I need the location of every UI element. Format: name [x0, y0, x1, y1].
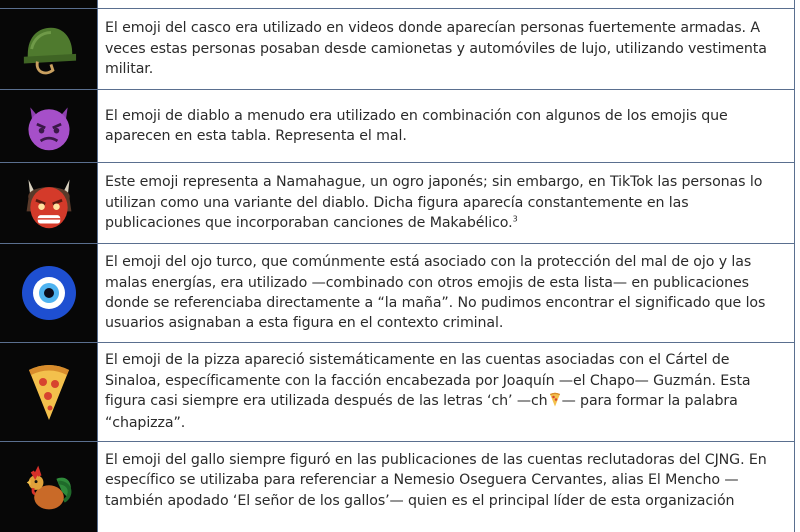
table-row	[0, 442, 795, 532]
row-text: El emoji de diablo a menudo era utilizado en combinación con algunos de los emojis que aparecen en esta tabla. Representa el mal.	[105, 107, 728, 144]
row-text-wrapper	[105, 350, 786, 434]
emoji-cell	[0, 244, 97, 342]
row-text: Este emoji representa a Namahague, un ogro japonés; sin embargo, en TikTok las personas lo utilizan como una variante del diablo. Dicha figura aparecía constantemente en las publicaciones que incorporaban canciones de Makabélico.	[105, 174, 763, 232]
description-cell	[97, 244, 795, 342]
description-cell	[97, 442, 795, 532]
row-text: El emoji de la pizza apareció sistemáticamente en las cuentas asociadas con el Cártel de Sinaloa, específicamente con la facción encabezada por Joaquín —el Chapo— Guzmán. Esta figura casi siempre era utilizada después de las letras ‘ch’ —ch	[105, 352, 751, 409]
emoji-cell	[0, 90, 97, 162]
description-cell	[97, 0, 795, 8]
table-row	[0, 244, 795, 343]
angry-devil-face-icon	[21, 98, 77, 154]
description-cell	[97, 9, 795, 89]
table-row	[0, 343, 795, 442]
row-text: — para formar la palabra “chapizza”.	[105, 393, 738, 432]
table-row	[0, 9, 795, 90]
japanese-ogre-icon	[21, 174, 77, 232]
description-cell	[97, 90, 795, 162]
table-row	[0, 163, 795, 244]
footnote-marker: 3	[512, 214, 518, 224]
pizza-icon	[23, 362, 75, 422]
military-helmet-icon	[20, 20, 78, 78]
row-text: El emoji del gallo siempre figuró en las publicaciones de las cuentas reclutadoras del CJNG. En específico se utilizaba para referenciar a Nemesio Oseguera Cervantes, alias El Mencho —también apodado ‘El señor de los gallos’— quien es el principal líder de esta organización	[105, 452, 767, 509]
row-text: El emoji del ojo turco, que comúnmente está asociado con la protección del mal de ojo y las malas energías, era utilizado —combinado con otros emojis de esta lista— en publicaciones donde se referenciaba directamente a “la maña”. No pudimos encontrar el significado que los usuarios asignaban a esta figura en el contexto criminal.	[105, 254, 766, 332]
emoji-cell	[0, 9, 97, 89]
row-text: El emoji del casco era utilizado en videos donde aparecían personas fuertemente armadas. A veces estas personas posaban desde camionetas y automóviles de lujo, utilizando vestimenta militar.	[105, 20, 767, 78]
table-row	[0, 90, 795, 163]
emoji-cell	[0, 0, 97, 8]
emoji-cell	[0, 343, 97, 441]
table-row	[0, 0, 795, 9]
emoji-cell	[0, 442, 97, 532]
emoji-cell	[0, 163, 97, 243]
row-text-wrapper	[105, 172, 786, 233]
description-cell	[97, 163, 795, 243]
description-cell	[97, 343, 795, 441]
rooster-icon	[21, 464, 77, 514]
nazar-amulet-icon	[19, 263, 79, 323]
pizza-icon	[548, 392, 562, 413]
